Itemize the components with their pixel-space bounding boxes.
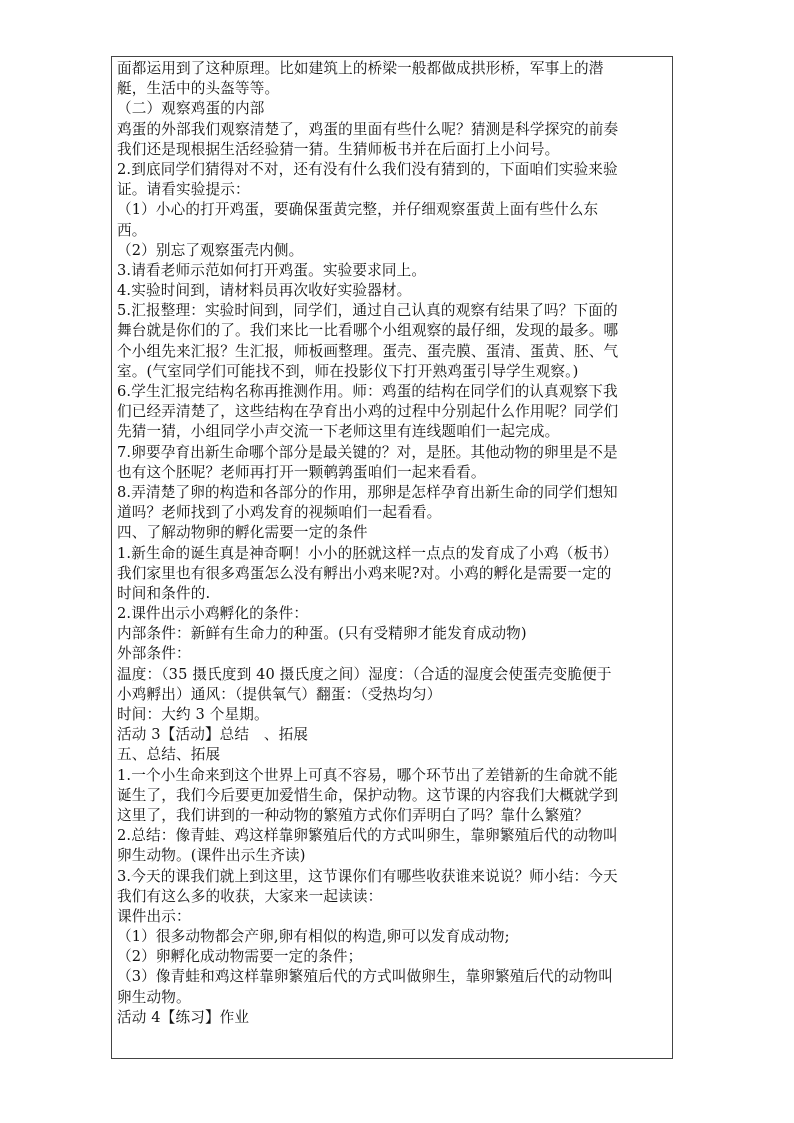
text-line: 室。(气室同学们可能找不到，师在投影仪下打开熟鸡蛋引导学生观察。) bbox=[117, 362, 579, 380]
text-line: 舞台就是你们的了。我们来比一比看哪个小组观察的最仔细，发现的最多。哪 bbox=[117, 322, 619, 340]
text-line: （二）观察鸡蛋的内部 bbox=[117, 100, 265, 118]
text-line: 时间和条件的. bbox=[117, 584, 211, 602]
text-line: 我们还是现根据生活经验猜一猜。生猜师板书并在后面打上小问号。 bbox=[117, 140, 560, 158]
text-line: 3.今天的课我们就上到这里，这节课你们有哪些收获谁来说说？师小结：今天 bbox=[117, 867, 618, 885]
text-line: 小鸡孵出）通风：（提供氧气）翻蛋：（受热均匀） bbox=[117, 685, 442, 703]
text-line: 4.实验时间到，请材料员再次收好实验器材。 bbox=[117, 282, 412, 300]
text-line: 面都运用到了这种原理。比如建筑上的桥梁一般都做成拱形桥，军事上的潜 bbox=[117, 60, 604, 77]
text-line: 我们有这么多的收获，大家来一起读读： bbox=[117, 887, 383, 905]
text-line: 也有这个胚呢？老师再打开一颗鹌鹑蛋咱们一起来看看。 bbox=[117, 463, 486, 481]
text-line: 1.新生命的诞生真是神奇啊！小小的胚就这样一点点的发育成了小鸡（板书） bbox=[117, 544, 618, 562]
text-line: （1）很多动物都会产卵,卵有相似的构造,卵可以发育成动物; bbox=[117, 928, 510, 946]
text-line: 2.总结：像青蛙、鸡这样靠卵繁殖后代的方式叫卵生，靠卵繁殖后代的动物叫 bbox=[117, 827, 618, 845]
text-line: 课件出示： bbox=[117, 907, 191, 925]
text-line: 卵生动物。(课件出示生齐读) bbox=[117, 847, 306, 865]
text-line: 时间：大约 3 个星期。 bbox=[117, 706, 269, 723]
text-line: 卵生动物。 bbox=[117, 988, 191, 1006]
text-line: 活动 3【活动】总结 、拓展 bbox=[117, 726, 309, 744]
text-line: 艇，生活中的头盔等等。 bbox=[117, 80, 280, 98]
text-line: 2.到底同学们猜得对不对，还有没有什么我们没有猜到的，下面咱们实验来验 bbox=[117, 160, 618, 178]
text-line: （1）小心的打开鸡蛋，要确保蛋黄完整，并仔细观察蛋黄上面有些什么东 bbox=[117, 201, 599, 219]
text-line: 先猜一猜，小组同学小声交流一下老师这里有连线题咱们一起完成。 bbox=[117, 423, 560, 441]
text-line: 2.课件出示小鸡孵化的条件： bbox=[117, 605, 309, 623]
text-line: 诞生了，我们今后要更加爱惜生命，保护动物。这节课的内容我们大概就学到 bbox=[117, 786, 619, 804]
text-line: （2）别忘了观察蛋壳内侧。 bbox=[117, 241, 304, 259]
text-line: 5.汇报整理：实验时间到，同学们，通过自己认真的观察有结果了吗？下面的 bbox=[117, 302, 618, 320]
text-line: 外部条件： bbox=[117, 645, 191, 663]
text-line: 鸡蛋的外部我们观察清楚了，鸡蛋的里面有些什么呢？猜测是科学探究的前奏 bbox=[117, 120, 619, 138]
text-line: 3.请看老师示范如何打开鸡蛋。实验要求同上。 bbox=[117, 261, 427, 279]
text-line: （3）像青蛙和鸡这样靠卵繁殖后代的方式叫做卵生，靠卵繁殖后代的动物叫 bbox=[117, 968, 613, 986]
text-line: 西。 bbox=[117, 221, 147, 239]
text-line: （2）卵孵化成动物需要一定的条件； bbox=[117, 948, 363, 966]
text-line: 8.弄清楚了卵的构造和各部分的作用，那卵是怎样孕育出新生命的同学们想知 bbox=[117, 483, 618, 501]
text-line: 6.学生汇报完结构名称再推测作用。师：鸡蛋的结构在同学们的认真观察下我 bbox=[117, 383, 618, 400]
text-line: 证。请看实验提示： bbox=[117, 181, 250, 199]
text-line: 四、了解动物卵的孵化需要一定的条件 bbox=[117, 524, 368, 542]
text-line: 7.卵要孕育出新生命哪个部分是最关键的？对，是胚。其他动物的卵里是不是 bbox=[117, 443, 618, 461]
document-body bbox=[117, 59, 665, 1028]
text-line: 道吗？老师找到了小鸡发育的视频咱们一起看看。 bbox=[117, 504, 442, 522]
text-line: 个小组先来汇报？生汇报，师板画整理。蛋壳、蛋壳膜、蛋清、蛋黄、胚、气 bbox=[117, 342, 619, 360]
text-line: 我们家里也有很多鸡蛋怎么没有孵出小鸡来呢?对。小鸡的孵化是需要一定的 bbox=[117, 564, 612, 582]
text-line: 这里了，我们讲到的一种动物的繁殖方式你们弄明白了吗？靠什么繁殖？ bbox=[117, 806, 589, 824]
text-line: 温度：（35 摄氏度到 40 摄氏度之间）湿度：（合适的湿度会使蛋壳变脆便于 bbox=[117, 665, 612, 683]
text-line: 们已经弄清楚了，这些结构在孕育出小鸡的过程中分别起什么作用呢？同学们 bbox=[117, 403, 619, 421]
text-line: 内部条件：新鲜有生命力的种蛋。(只有受精卵才能发育成动物) bbox=[117, 625, 527, 643]
text-line: 1.一个小生命来到这个世界上可真不容易，哪个环节出了差错新的生命就不能 bbox=[117, 766, 618, 784]
text-line: 活动 4【练习】作业 bbox=[117, 1008, 250, 1026]
text-line: 五、总结、拓展 bbox=[117, 746, 221, 764]
